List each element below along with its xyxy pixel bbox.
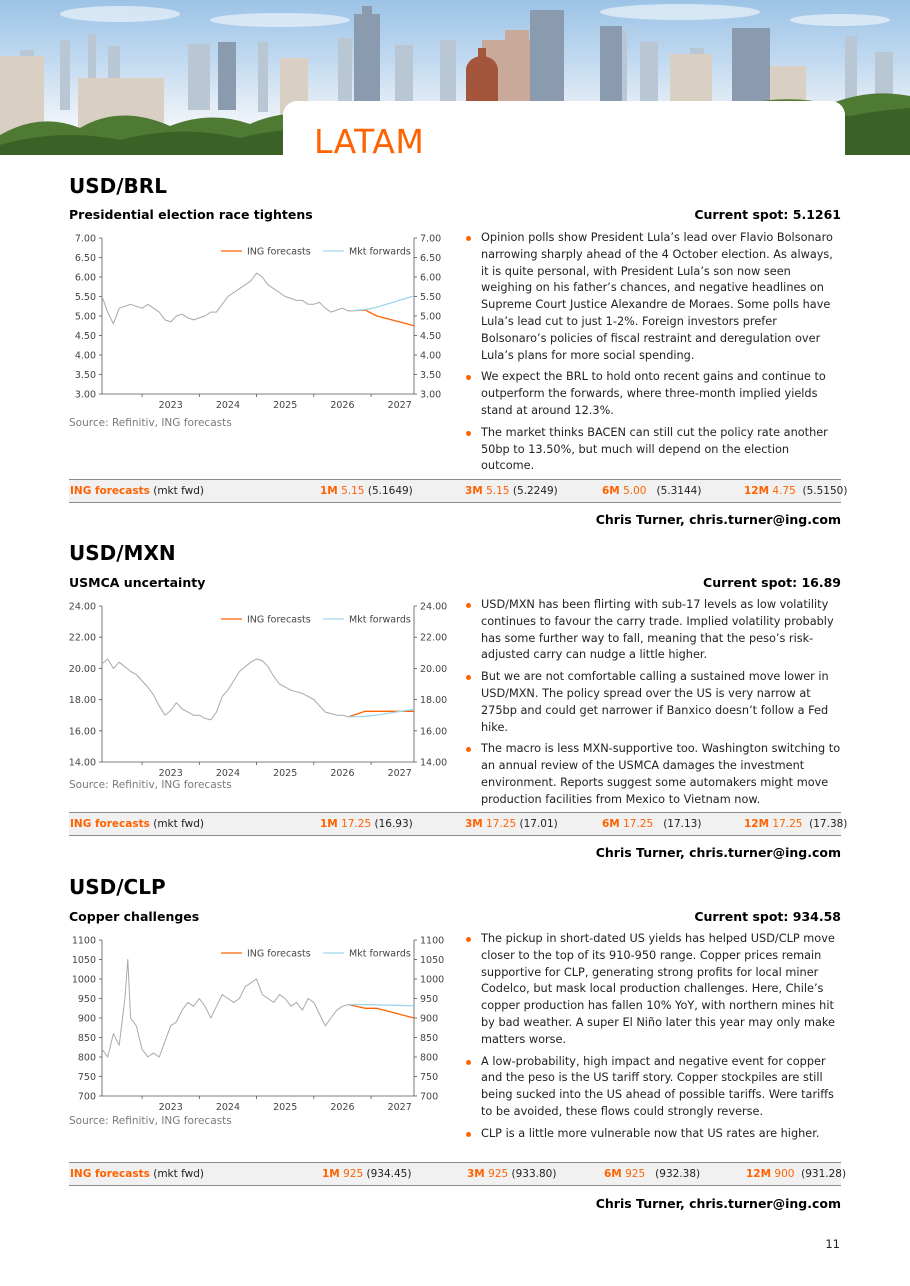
chart-source: Source: Refinitiv, ING forecasts [69, 1115, 232, 1127]
forecast-3m [465, 818, 558, 830]
y-tick-label-left: 24.00 [69, 601, 96, 613]
commentary-list [465, 230, 841, 480]
x-tick-label: 2026 [330, 400, 355, 411]
pair-title: USD/MXN [69, 541, 176, 565]
commentary-list [465, 931, 841, 1148]
ing-value: 925 [343, 1168, 364, 1180]
x-tick-label: 2027 [387, 768, 412, 779]
y-tick-label-left: 6.00 [74, 272, 96, 284]
fwd-value: (17.13) [663, 818, 702, 830]
tenor: 3M [465, 818, 483, 830]
y-tick-label-right: 7.00 [420, 233, 442, 245]
fwd-value: (5.3144) [656, 485, 702, 497]
history-line [102, 659, 348, 720]
chart-subtitle: Presidential election race tightens [69, 207, 313, 222]
tenor: 1M [320, 818, 338, 830]
x-tick-label: 2025 [273, 1102, 298, 1113]
forecast-label-mkt: (mkt fwd) [153, 1168, 204, 1180]
y-tick-label-left: 750 [77, 1072, 96, 1083]
y-tick-label-left: 950 [77, 994, 96, 1005]
author-contact[interactable]: Chris Turner, chris.turner@ing.com [595, 1196, 841, 1211]
ing-value: 17.25 [486, 818, 517, 830]
ing-value: 925 [488, 1168, 509, 1180]
bullet-dot [466, 1060, 471, 1065]
tenor: 3M [467, 1168, 485, 1180]
bullet-item [465, 597, 841, 664]
bullet-text: The macro is less MXN-supportive too. Washington switching to an annual review of the USMCA damages the investment environment. Reports suggest some automakers might move production facilities from Mexico to Vietnam now. [481, 742, 841, 806]
legend-label-ing: ING forecasts [247, 948, 311, 960]
y-tick-label-right: 6.00 [420, 272, 442, 284]
ing-value: 925 [625, 1168, 646, 1180]
y-tick-label-left: 3.00 [74, 389, 96, 401]
bullet-text: The market thinks BACEN can still cut the policy rate another 50bp to 13.50%, but much will depend on the election outcome. [481, 425, 828, 473]
ing-value: 5.15 [341, 485, 365, 497]
current-spot: Current spot: 16.89 [703, 575, 841, 590]
legend-label-mkt: Mkt forwards [349, 246, 411, 258]
tenor: 12M [744, 818, 770, 830]
x-tick-label: 2027 [387, 400, 412, 411]
forecast-3m [465, 485, 558, 497]
fwd-value: (17.01) [519, 818, 558, 830]
forecast-3m [467, 1168, 556, 1180]
usd-brl-chart [69, 228, 449, 418]
y-tick-label-left: 14.00 [69, 757, 96, 769]
bullet-item [465, 669, 841, 736]
ing-forecast-line [348, 1005, 414, 1019]
ing-value: 17.25 [772, 818, 803, 830]
y-tick-label-left: 5.50 [74, 292, 96, 303]
legend-label-ing: ING forecasts [247, 246, 311, 258]
y-tick-label-right: 900 [420, 1013, 439, 1025]
forecast-label-mkt: (mkt fwd) [153, 485, 204, 497]
forecast-6m [602, 485, 701, 497]
page-number: 11 [825, 1237, 840, 1251]
x-tick-label: 2026 [330, 768, 355, 779]
y-tick-label-left: 1000 [71, 974, 96, 986]
y-tick-label-left: 5.00 [74, 311, 96, 323]
bullet-dot [466, 747, 471, 752]
bullet-text: We expect the BRL to hold onto recent gains and continue to outperform the forwards, where three-month implied yields stand at around 12.3%. [481, 370, 826, 417]
bullet-dot [466, 603, 471, 608]
forecast-label-ing: ING forecasts [70, 1168, 150, 1180]
y-tick-label-left: 6.50 [74, 253, 96, 264]
section-usd-mxn [69, 537, 848, 867]
y-tick-label-right: 700 [420, 1091, 439, 1103]
x-tick-label: 2024 [215, 768, 241, 779]
y-tick-label-right: 4.50 [420, 331, 442, 342]
bullet-text: But we are not comfortable calling a sustained move lower in USD/MXN. The policy spread over the US is very narrow at 275bp and could get narrower if Banxico doesn’t follow a Fed hike. [481, 670, 829, 734]
x-tick-label: 2023 [158, 1102, 183, 1113]
y-tick-label-left: 800 [77, 1052, 96, 1064]
y-tick-label-left: 850 [77, 1033, 96, 1044]
y-tick-label-right: 1050 [420, 955, 445, 966]
tenor: 1M [320, 485, 338, 497]
bullet-item [465, 1054, 841, 1121]
forecast-label-mkt: (mkt fwd) [153, 818, 204, 830]
ing-value: 17.25 [341, 818, 372, 830]
forecast-label [70, 818, 204, 830]
y-tick-label-right: 6.50 [420, 253, 442, 264]
y-tick-label-left: 700 [77, 1091, 96, 1103]
y-tick-label-right: 24.00 [420, 601, 448, 613]
y-tick-label-right: 4.00 [420, 350, 442, 362]
mkt-forwards-line [348, 1005, 414, 1006]
bullet-item [465, 425, 841, 475]
fwd-value: (16.93) [374, 818, 413, 830]
ing-value: 17.25 [623, 818, 654, 830]
bullet-dot [466, 236, 471, 241]
y-tick-label-left: 1050 [71, 955, 96, 966]
fwd-value: (5.5150) [802, 485, 848, 497]
y-tick-label-right: 14.00 [420, 757, 448, 769]
x-tick-label: 2027 [387, 1102, 412, 1113]
forecast-bar [69, 812, 848, 836]
pair-title: USD/BRL [69, 174, 167, 198]
x-tick-label: 2025 [273, 768, 298, 779]
y-tick-label-left: 3.50 [74, 370, 96, 381]
bullet-text: Opinion polls show President Lula’s lead over Flavio Bolsonaro narrowing sharply ahead of the 4 October election. As always, it is quite personal, with President Lula’s son now seen weighing on his father’s chances, and negative headlines on Supreme Court Justice Alexandre de Moraes. Some polls have Lula’s lead cut to just 1-2%. Foreign investors prefer Bolsonaro’s policies of fiscal restraint and deregulation over Lula’s plans for more social spending. [481, 231, 833, 362]
current-spot: Current spot: 5.1261 [694, 207, 841, 222]
legend-label-mkt: Mkt forwards [349, 614, 411, 626]
current-spot: Current spot: 934.58 [694, 909, 841, 924]
y-tick-label-right: 5.00 [420, 311, 442, 323]
section-usd-clp [69, 871, 847, 1216]
chart-source: Source: Refinitiv, ING forecasts [69, 417, 232, 429]
tenor: 6M [604, 1168, 622, 1180]
forecast-label [70, 1168, 204, 1180]
forecast-label-ing: ING forecasts [70, 818, 150, 830]
forecast-bar [69, 479, 848, 503]
bullet-item [465, 1126, 841, 1143]
y-tick-label-right: 3.50 [420, 370, 442, 381]
bullet-item [465, 230, 841, 364]
pair-title: USD/CLP [69, 875, 166, 899]
history-line [102, 960, 348, 1058]
chart-subtitle: Copper challenges [69, 909, 200, 924]
fwd-value: (932.38) [655, 1168, 701, 1180]
y-tick-label-left: 1100 [71, 935, 96, 947]
fwd-value: (17.38) [809, 818, 848, 830]
forecast-1m [320, 818, 413, 830]
y-tick-label-right: 3.00 [420, 389, 442, 401]
region-title: LATAM [314, 122, 425, 155]
chart-subtitle: USMCA uncertainty [69, 575, 206, 590]
y-tick-label-left: 18.00 [69, 695, 96, 707]
x-tick-label: 2023 [158, 768, 183, 779]
y-tick-label-left: 4.50 [74, 331, 96, 342]
bullet-item [465, 931, 841, 1049]
y-tick-label-left: 16.00 [69, 726, 96, 738]
fwd-value: (5.2249) [512, 485, 558, 497]
bullet-dot [466, 937, 471, 942]
x-tick-label: 2024 [215, 1102, 241, 1113]
ing-value: 5.15 [486, 485, 510, 497]
section-usd-brl [69, 170, 848, 540]
x-tick-label: 2025 [273, 400, 298, 411]
y-tick-label-left: 22.00 [69, 632, 96, 644]
forecast-label-ing: ING forecasts [70, 485, 150, 497]
bullet-dot [466, 431, 471, 436]
tenor: 12M [744, 485, 770, 497]
fwd-value: (931.28) [801, 1168, 847, 1180]
y-tick-label-right: 950 [420, 994, 439, 1005]
y-tick-label-right: 22.00 [420, 632, 448, 644]
ing-forecast-line [348, 310, 414, 326]
y-tick-label-right: 18.00 [420, 695, 448, 707]
tenor: 6M [602, 485, 620, 497]
tenor: 1M [322, 1168, 340, 1180]
y-tick-label-right: 16.00 [420, 726, 448, 738]
y-tick-label-right: 850 [420, 1033, 439, 1044]
y-tick-label-right: 750 [420, 1072, 439, 1083]
bullet-dot [466, 1132, 471, 1137]
forecast-12m [744, 818, 847, 830]
y-tick-label-right: 800 [420, 1052, 439, 1064]
forecast-1m [320, 485, 413, 497]
bullet-dot [466, 675, 471, 680]
x-tick-label: 2024 [215, 400, 241, 411]
ing-value: 900 [774, 1168, 795, 1180]
forecast-6m [602, 818, 701, 830]
ing-value: 5.00 [623, 485, 647, 497]
bullet-item [465, 369, 841, 419]
forecast-bar [69, 1162, 847, 1186]
y-tick-label-right: 1100 [420, 935, 445, 947]
y-tick-label-left: 7.00 [74, 233, 96, 245]
y-tick-label-right: 1000 [420, 974, 445, 986]
header-banner [0, 0, 910, 155]
y-tick-label-right: 5.50 [420, 292, 442, 303]
forecast-6m [604, 1168, 700, 1180]
tenor: 3M [465, 485, 483, 497]
x-tick-label: 2023 [158, 400, 183, 411]
author-contact[interactable]: Chris Turner, chris.turner@ing.com [595, 512, 841, 527]
ing-value: 4.75 [772, 485, 796, 497]
bullet-text: USD/MXN has been flirting with sub-17 levels as low volatility continues to favour the carry trade. Implied volatility probably has some further way to fall, meaning that the peso’s risk-adjusted carry can nudge a little higher. [481, 598, 834, 662]
bullet-dot [466, 375, 471, 380]
y-tick-label-left: 900 [77, 1013, 96, 1025]
fwd-value: (934.45) [366, 1168, 412, 1180]
legend-label-ing: ING forecasts [247, 614, 311, 626]
bullet-text: The pickup in short-dated US yields has helped USD/CLP move closer to the top of its 910-950 range. Copper prices remain supportive for CLP, generating strong profits for local miner Codelco, but mask local production challenges. Here, Chile’s copper production has fallen 10% YoY, with northern mines hit by bad weather. A super El Niño later this year may only make matters worse. [481, 932, 835, 1046]
mkt-forwards-line [348, 296, 414, 311]
fwd-value: (5.1649) [367, 485, 413, 497]
y-tick-label-right: 20.00 [420, 663, 448, 675]
x-tick-label: 2026 [330, 1102, 355, 1113]
tenor: 6M [602, 818, 620, 830]
history-line [102, 273, 348, 324]
usd-mxn-chart [69, 596, 449, 786]
author-contact[interactable]: Chris Turner, chris.turner@ing.com [595, 845, 841, 860]
commentary-list [465, 597, 841, 814]
forecast-label [70, 485, 204, 497]
forecast-12m [746, 1168, 846, 1180]
fwd-value: (933.80) [511, 1168, 557, 1180]
y-tick-label-left: 20.00 [69, 663, 96, 675]
usd-clp-chart [69, 930, 449, 1120]
forecast-12m [744, 485, 847, 497]
tenor: 12M [746, 1168, 772, 1180]
bullet-item [465, 741, 841, 808]
y-tick-label-left: 4.00 [74, 350, 96, 362]
chart-source: Source: Refinitiv, ING forecasts [69, 779, 232, 791]
bullet-text: CLP is a little more vulnerable now that US rates are higher. [481, 1126, 820, 1140]
forecast-1m [322, 1168, 411, 1180]
bullet-text: A low-probability, high impact and negative event for copper and the peso is the US tariff story. Copper stockpiles are still being sucked into the US ahead of possible tariffs. Were tariffs to be avoided, these flows could strongly reverse. [481, 1054, 834, 1118]
legend-label-mkt: Mkt forwards [349, 948, 411, 960]
